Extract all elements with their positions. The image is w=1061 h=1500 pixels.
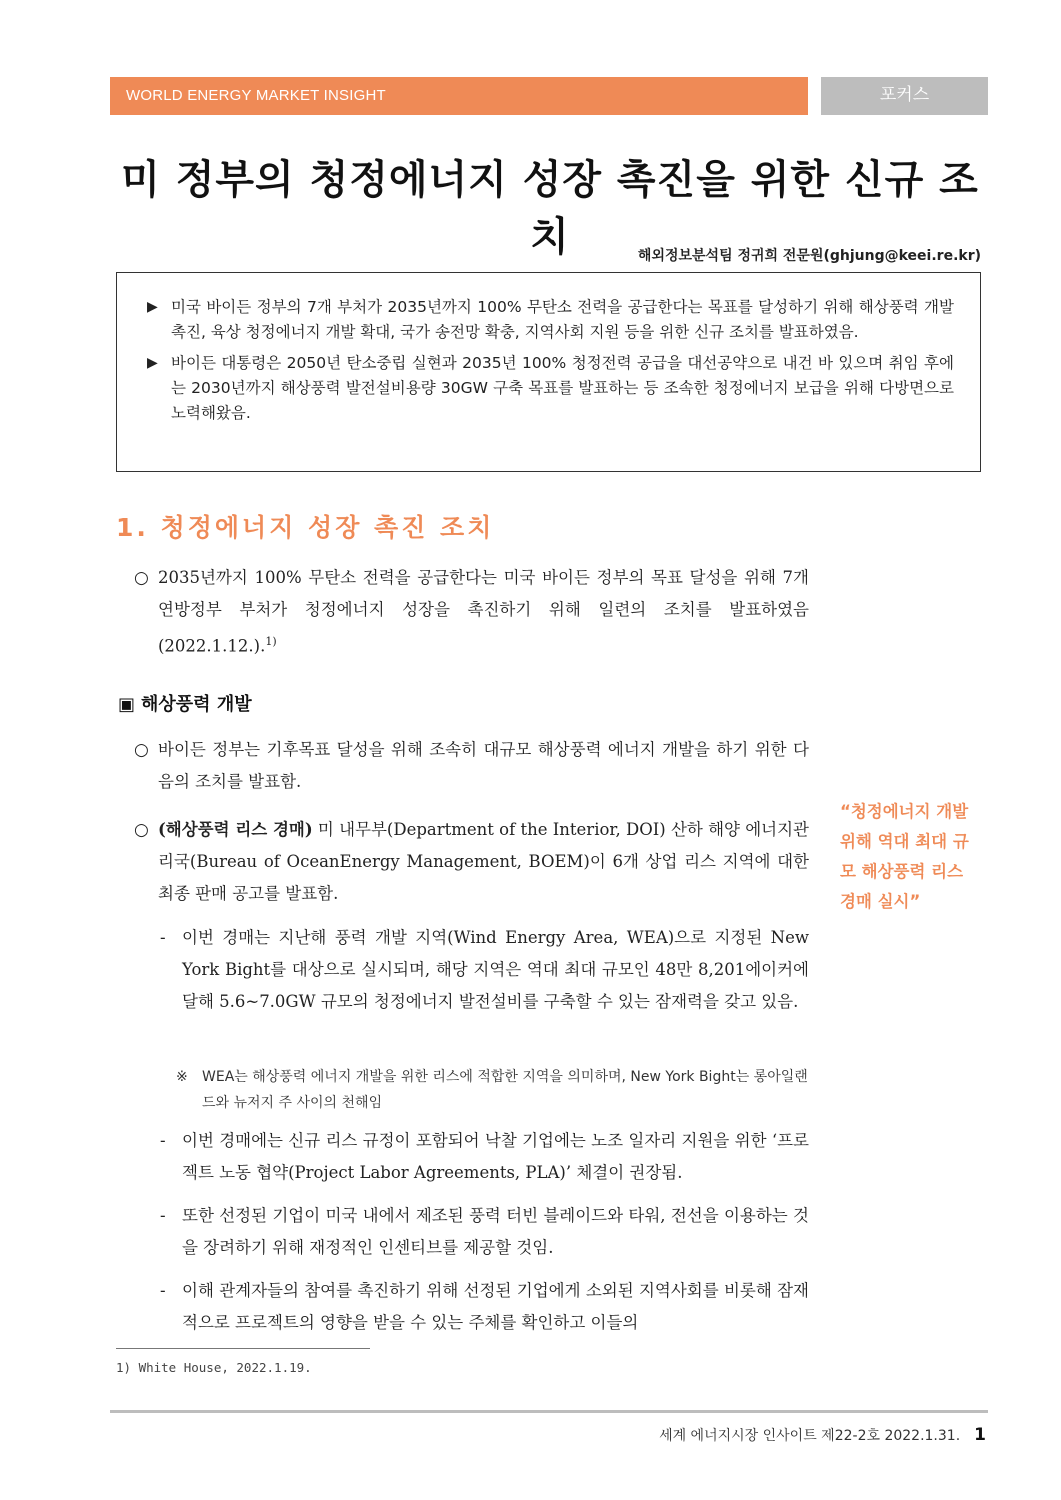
intro-paragraph (134, 562, 809, 663)
summary-text: 미국 바이든 정부의 7개 부처가 2035년까지 100% 무탄소 전력을 공급한다는 목표를 달성하기 위해 해상풍력 개발 촉진, 육상 청정에너지 개발 확대, 국가 송전망 확충, 지역사회 지원 등을 위한 신규 조치를 발표하였음. (171, 298, 954, 341)
reference-mark-icon: ※ (176, 1069, 188, 1085)
note-item (176, 1064, 809, 1116)
dash-text: 이해 관계자들의 참여를 촉진하기 위해 선정된 기업에게 소외된 지역사회를 비롯해 잠재적으로 프로젝트의 영향을 받을 수 있는 주체를 확인하고 이들의 (182, 1281, 809, 1332)
footer-divider (110, 1410, 988, 1413)
paragraph-1 (134, 734, 809, 798)
paragraph-body: 미 내무부(Department of the Interior, DOI) 산하 해양 에너지관리국(Bureau of OceanEnergy Management, BOEM)이 6개 상업 리스 지역에 대한 최종 판매 공고를 발표함. (158, 820, 809, 903)
bullet-arrow-icon: ▶ (147, 355, 158, 371)
page-title: 미 정부의 청정에너지 성장 촉진을 위한 신규 조치 (121, 157, 979, 260)
dash-text: 또한 선정된 기업이 미국 내에서 제조된 풍력 터빈 블레이드와 타워, 전선을 이용하는 것을 장려하기 위해 재정적인 인센티브를 제공할 것임. (182, 1206, 809, 1257)
footnote-ref: 1) (265, 635, 277, 648)
circle-bullet-icon: ○ (134, 740, 149, 760)
dash-item (160, 922, 809, 1018)
dash-text: 이번 경매에는 신규 리스 규정이 포함되어 낙찰 기업에는 노조 일자리 지원을 위한 ‘프로젝트 노동 협약(Project Labor Agreements, PLA)’ 체결이 권장됨. (182, 1131, 809, 1182)
dash-text: 이번 경매는 지난해 풍력 개발 지역(Wind Energy Area, WEA)으로 지정된 New York Bight를 대상으로 실시되며, 해당 지역은 역대 최대 규모인 48만 8,201에이커에 달해 5.6~7.0GW 규모의 청정에너지 발전설비를 구축할 수 있는 잠재력을 갖고 있음. (182, 928, 809, 1011)
note-text: WEA는 해상풍력 에너지 개발을 위한 리스에 적합한 지역을 의미하며, New York Bight는 롱아일랜드와 뉴저지 주 사이의 천해임 (202, 1069, 808, 1111)
intro-body: 2035년까지 100% 무탄소 전력을 공급한다는 미국 바이든 정부의 목표 달성을 위해 7개 연방정부 부처가 청정에너지 성장을 촉진하기 위해 일련의 조치를 발표하였음(2022.1.12.). (158, 568, 809, 656)
bullet-arrow-icon: ▶ (147, 299, 158, 315)
circle-bullet-icon: ○ (134, 568, 149, 588)
footnote: 1) White House, 2022.1.19. (116, 1360, 312, 1375)
dash-bullet: - (160, 1281, 166, 1300)
intro-text (158, 562, 809, 663)
dash-item (160, 1125, 809, 1189)
dash-bullet: - (160, 928, 166, 947)
pull-quote: “청정에너지 개발 위해 역대 최대 규모 해상풍력 리스 경매 실시” (840, 802, 969, 911)
subsection-heading (118, 690, 252, 716)
page-number: 1 (974, 1425, 986, 1445)
summary-text: 바이든 대통령은 2050년 탄소중립 실현과 2035년 100% 청정전력 공급을 대선공약으로 내건 바 있으며 취임 후에는 2030년까지 해상풍력 발전설비용량 30GW 구축 목표를 발표하는 등 조속한 청정에너지 보급을 위해 다방면으로 노력해왔음. (171, 354, 954, 422)
paragraph-text (158, 814, 809, 910)
square-bullet-icon: ▣ (118, 694, 136, 715)
section-heading: 1. 청정에너지 성장 촉진 조치 (116, 513, 495, 542)
dash-item (160, 1200, 809, 1264)
summary-box (116, 272, 981, 472)
paragraph-lead: (해상풍력 리스 경매) (158, 820, 313, 839)
summary-item (147, 295, 954, 345)
footer-text: 세계 에너지시장 인사이트 제22-2호 2022.1.31. (659, 1428, 961, 1444)
paragraph-2 (134, 814, 809, 910)
dash-bullet: - (160, 1131, 166, 1150)
author-line: 해외정보분석팀 정귀희 전문원(ghjung@keei.re.kr) (637, 248, 981, 264)
section-tag: 포커스 (821, 77, 988, 115)
page-footer (659, 1425, 986, 1445)
subsection-title: 해상풍력 개발 (141, 694, 252, 715)
circle-bullet-icon: ○ (134, 820, 149, 840)
footnote-divider (116, 1348, 370, 1349)
summary-item (147, 351, 954, 426)
header-band: WORLD ENERGY MARKET INSIGHT (110, 77, 808, 115)
paragraph-text: 바이든 정부는 기후목표 달성을 위해 조속히 대규모 해상풍력 에너지 개발을 하기 위한 다음의 조치를 발표함. (158, 740, 809, 791)
dash-item (160, 1275, 809, 1339)
dash-bullet: - (160, 1206, 166, 1225)
